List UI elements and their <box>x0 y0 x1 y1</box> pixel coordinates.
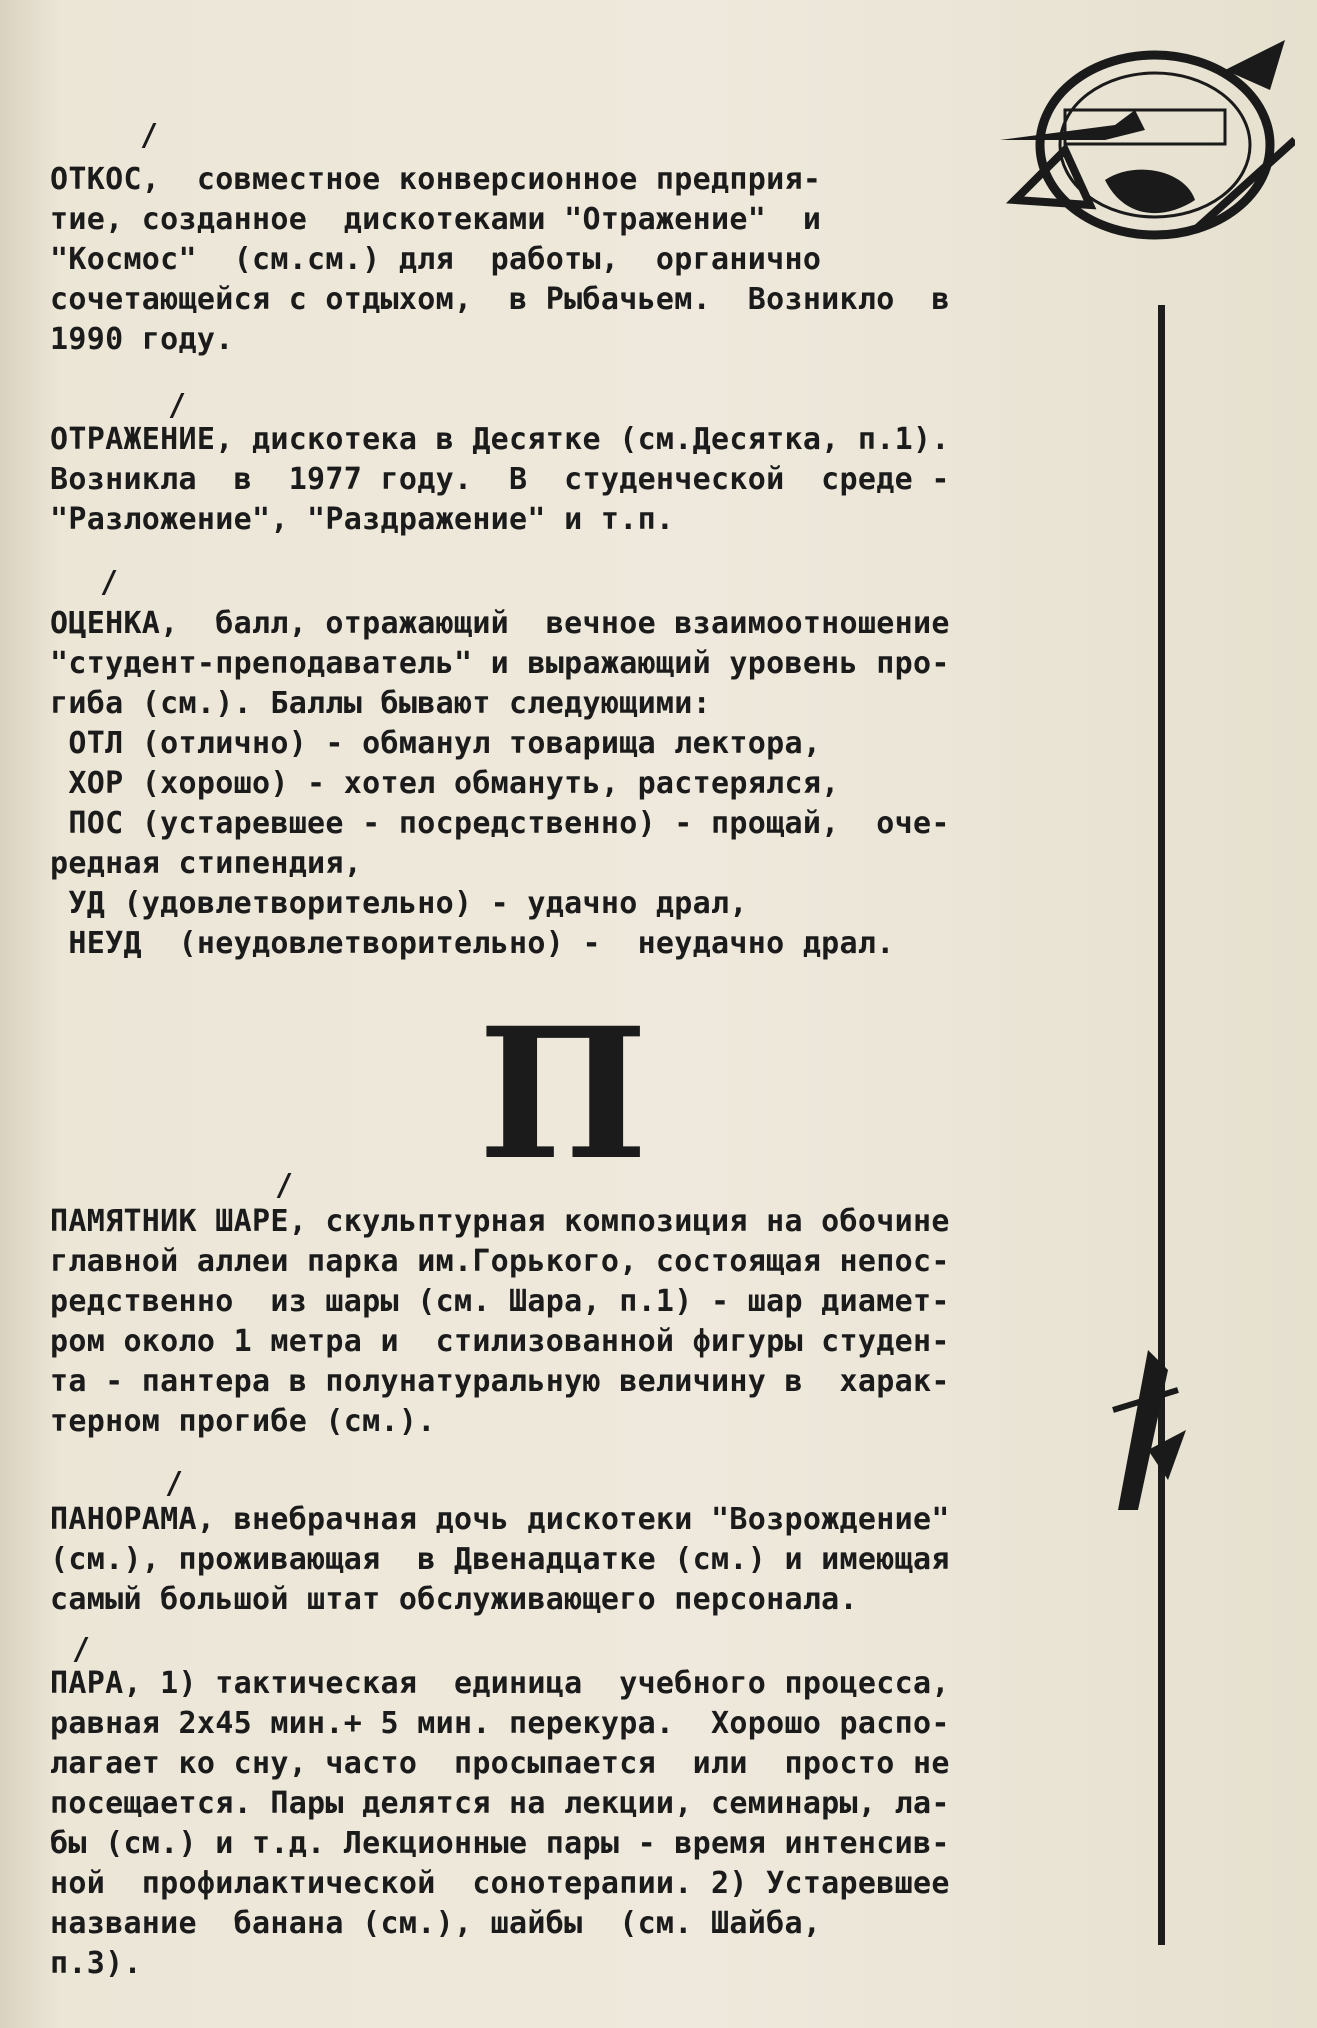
stress-mark: / <box>165 1466 184 1501</box>
entry-pamyatnik-share <box>50 1202 1130 1442</box>
section-letter <box>478 989 648 1200</box>
entry-line: та - пантера в полунатуральную величину в харак- <box>50 1364 950 1399</box>
entry-line: редственно из шары (см. Шара, п.1) - шар диамет- <box>50 1284 950 1319</box>
entry-line: Возникла в 1977 году. В студенческой среде - <box>50 462 950 497</box>
stress-mark: / <box>275 1168 294 1203</box>
entry-line: редная стипендия, <box>50 846 363 881</box>
entry-line: УД (удовлетворительно) - удачно драл, <box>50 886 748 921</box>
entry-otsenka <box>50 604 1130 964</box>
entry-line: тие, созданное дискотеками "Отражение" и <box>50 202 822 237</box>
entry-line: самый большой штат обслуживающего персонала. <box>50 1582 858 1617</box>
entry-line: п.3). <box>50 1946 142 1981</box>
stress-mark: / <box>168 388 187 423</box>
entry-line: название банана (см.), шайбы (см. Шайба, <box>50 1906 822 1941</box>
entry-line: лагает ко сну, часто просыпается или просто не <box>50 1746 950 1781</box>
entry-line: "Разложение", "Раздражение" и т.п. <box>50 502 675 537</box>
entry-line: ХОР (хорошо) - хотел обмануть, растерялся, <box>50 766 840 801</box>
entry-line: бы (см.) и т.д. Лекционные пары - время интенсив- <box>50 1826 950 1861</box>
entry-line: ОЦЕНКА, балл, отражающий вечное взаимоотношение <box>50 606 950 641</box>
entry-otrazhenie <box>50 420 1130 540</box>
entry-otkos <box>50 160 1130 360</box>
stress-mark: / <box>100 565 119 600</box>
entry-line: посещается. Пары делятся на лекции, семинары, ла- <box>50 1786 950 1821</box>
entry-line: главной аллеи парка им.Горького, состоящая непос- <box>50 1244 950 1279</box>
entry-line: 1990 году. <box>50 322 234 357</box>
entry-para <box>50 1664 1130 1984</box>
entry-line: "студент-преподаватель" и выражающий уровень про- <box>50 646 950 681</box>
vertical-rule <box>1158 305 1165 1945</box>
stress-mark: / <box>140 118 159 153</box>
entry-line: ОТКОС, совместное конверсионное предприя- <box>50 162 822 197</box>
entry-line: "Космос" (см.см.) для работы, органично <box>50 242 822 277</box>
entry-line: ОТЛ (отлично) - обманул товарища лектора, <box>50 726 822 761</box>
entry-line: гиба (см.). Баллы бывают следующими: <box>50 686 712 721</box>
entry-panorama <box>50 1500 1130 1620</box>
entry-line: ПАРА, 1) тактическая единица учебного процесса, <box>50 1666 950 1701</box>
entry-line: ПАНОРАМА, внебрачная дочь дискотеки "Возрождение" <box>50 1502 950 1537</box>
entry-line: ПОС (устаревшее - посредственно) - прощай, оче- <box>50 806 950 841</box>
entry-line: ПАМЯТНИК ШАРЕ, скульптурная композиция на обочине <box>50 1204 950 1239</box>
stress-mark: / <box>72 1632 91 1667</box>
entry-line: равная 2х45 мин.+ 5 мин. перекура. Хорошо распо- <box>50 1706 950 1741</box>
entry-line: сочетающейся с отдыхом, в Рыбачьем. Возникло в <box>50 282 950 317</box>
entry-line: терном прогибе (см.). <box>50 1404 436 1439</box>
entry-line: ОТРАЖЕНИЕ, дискотека в Десятке (см.Десятка, п.1). <box>50 422 950 457</box>
section-letter-text: П <box>478 989 648 1200</box>
entry-line: ром около 1 метра и стилизованной фигуры студен- <box>50 1324 950 1359</box>
entry-line: (см.), проживающая в Двенадцатке (см.) и имеющая <box>50 1542 950 1577</box>
entry-line: ной профилактической сонотерапии. 2) Устаревшее <box>50 1866 950 1901</box>
entry-line: НЕУД (неудовлетворительно) - неудачно драл. <box>50 926 895 961</box>
